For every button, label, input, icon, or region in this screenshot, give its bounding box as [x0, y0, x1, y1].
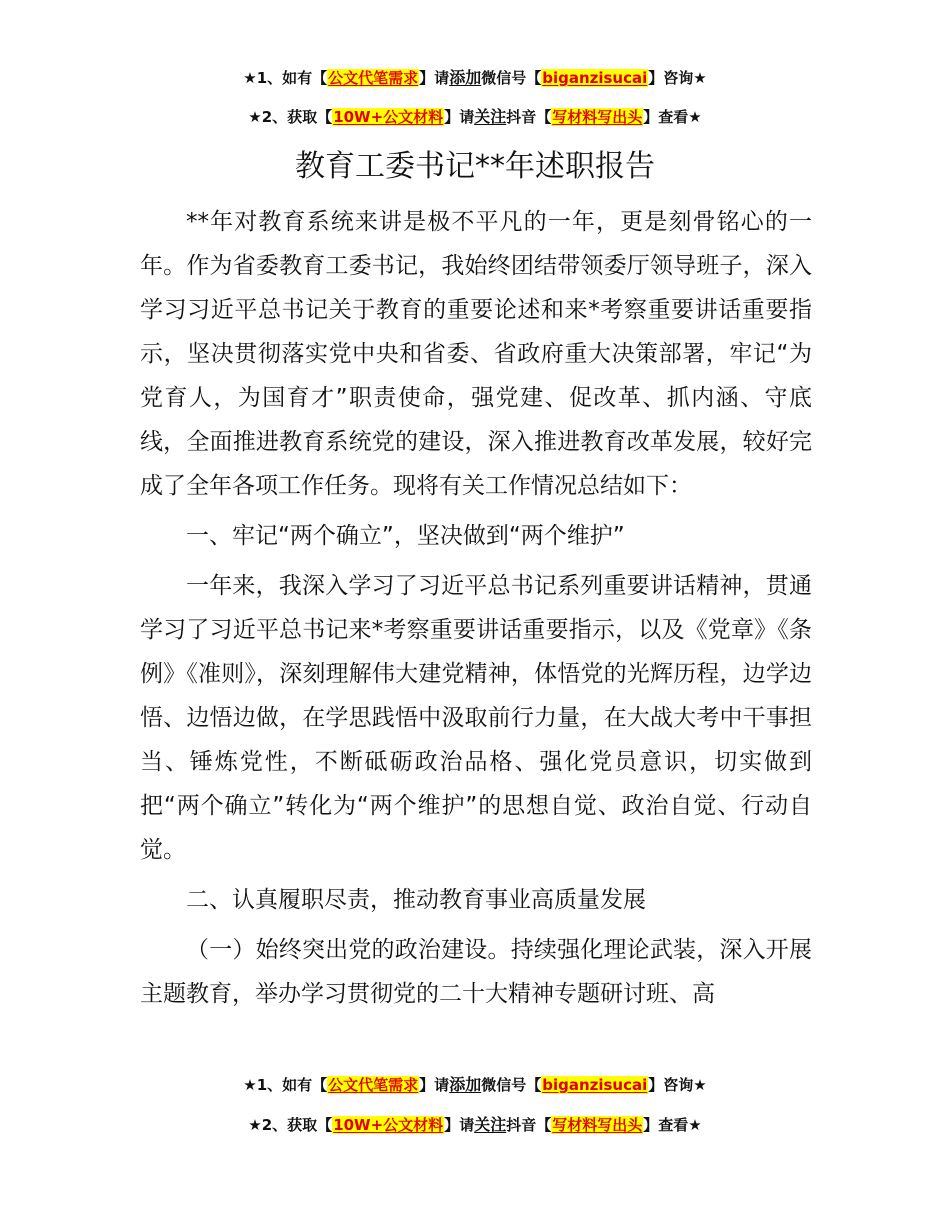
banner-underlined-word: 关注: [474, 107, 507, 126]
heading-section-1: 一、牢记“两个确立”，坚决做到“两个维护”: [186, 523, 625, 549]
banner-text: 】请: [419, 1076, 450, 1094]
banner-highlight-wechat-id: biganzisucai: [542, 1076, 648, 1094]
heading-section-2: 二、认真履职尽责，推动教育事业高质量发展: [186, 887, 646, 913]
promo-banner-top-line2: [0, 106, 950, 128]
banner-text: 微信号【: [481, 1076, 542, 1094]
promo-banner-top-line1: [0, 67, 950, 89]
banner-text: ★1、如有【: [243, 1076, 328, 1094]
banner-underlined-word: 添加: [449, 68, 482, 87]
banner-highlight-service: 公文代笔需求: [328, 1076, 419, 1094]
paragraph-intro: **年对教育系统来讲是极不平凡的一年，更是刻骨铭心的一年。作为省委教育工委书记，我始终团结带领委厅领导班子，深入学习习近平总书记关于教育的重要论述和来*考察重要讲话重要指示，坚决贯彻落实党中央和省委、省政府重大决策部署，牢记“为党育人，为国育才”职责使命，强党建、促改革、抓内涵、守底线，全面推进教育系统党的建设，深入推进教育改革发展，较好完成了全年各项工作任务。现将有关工作情况总结如下：: [140, 209, 812, 499]
promo-banner-bottom-line1: [0, 1074, 950, 1096]
banner-text: 】请: [444, 108, 475, 126]
banner-text: 微信号【: [481, 69, 542, 87]
banner-text: 】咨询★: [648, 1076, 707, 1094]
document-title: 教育工委书记**年述职报告: [295, 149, 655, 184]
banner-text: 】咨询★: [648, 69, 707, 87]
banner-highlight-materials: 10W+公文材料: [333, 1116, 444, 1134]
banner-highlight-materials: 10W+公文材料: [333, 108, 444, 126]
banner-text: 】查看★: [643, 1116, 702, 1134]
banner-underlined-word: 关注: [474, 1115, 507, 1134]
banner-underlined-word: 添加: [449, 1075, 482, 1094]
document-body: [140, 200, 812, 1022]
banner-highlight-service: 公文代笔需求: [328, 69, 419, 87]
paragraph-section-2-1: （一）始终突出党的政治建设。持续强化理论武装，深入开展主题教育，举办学习贯彻党的二十大精神专题研讨班、高: [140, 937, 812, 1007]
paragraph-section-1: 一年来，我深入学习了习近平总书记系列重要讲话精神，贯通学习了习近平总书记来*考察重要讲话重要指示，以及《党章》《条例》《准则》，深刻理解伟大建党精神，体悟党的光辉历程，边学边悟、边悟边做，在学思践悟中汲取前行力量，在大战大考中干事担当、锤炼党性，不断砥砺政治品格、强化党员意识，切实做到把“两个确立”转化为“两个维护”的思想自觉、政治自觉、行动自觉。: [140, 573, 812, 863]
banner-text: ★1、如有【: [243, 69, 328, 87]
banner-text: ★2、获取【: [248, 108, 333, 126]
promo-banner-bottom-line2: [0, 1114, 950, 1136]
banner-text: 抖音【: [506, 108, 552, 126]
banner-text: 】请: [444, 1116, 475, 1134]
banner-text: ★2、获取【: [248, 1116, 333, 1134]
banner-highlight-wechat-id: biganzisucai: [542, 69, 648, 87]
banner-text: 】查看★: [643, 108, 702, 126]
banner-text: 】请: [419, 69, 450, 87]
banner-highlight-douyin-id: 写材料写出头: [552, 1116, 643, 1134]
banner-text: 抖音【: [506, 1116, 552, 1134]
banner-highlight-douyin-id: 写材料写出头: [552, 108, 643, 126]
